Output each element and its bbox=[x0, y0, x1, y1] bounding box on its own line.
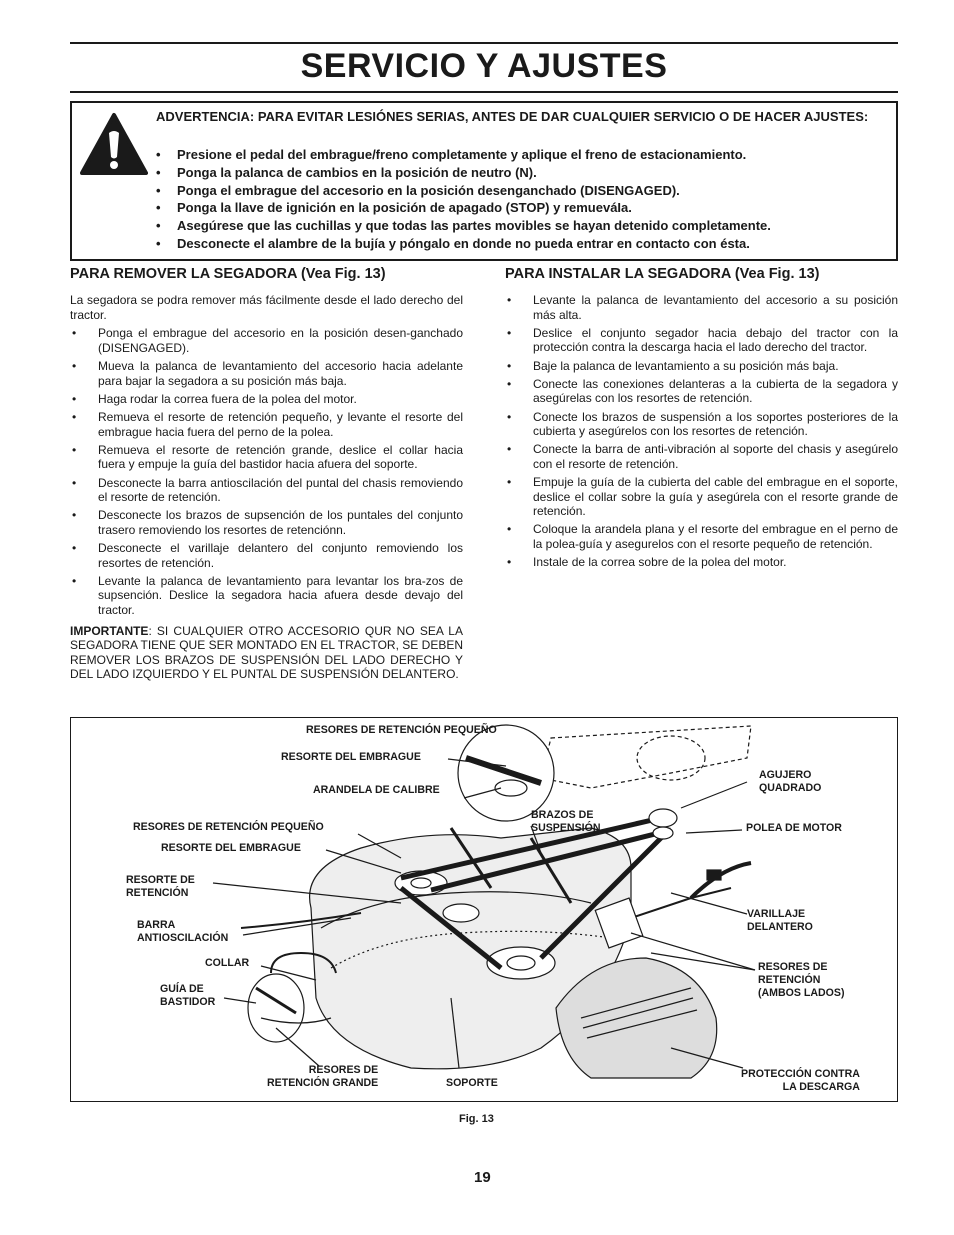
list-item: • Remueva el resorte de retención grande, deslice el collar hacia fuera y empuje la guía del bastidor hacia afuera del soporte. bbox=[70, 443, 463, 472]
warning-list bbox=[156, 146, 890, 253]
install-steps-list bbox=[505, 293, 898, 570]
label-polea-motor: POLEA DE MOTOR bbox=[746, 822, 842, 834]
important-text: : SI CUALQUIER OTRO ACCESORIO QUR NO SEA LA SEGADORA TIENE QUE SER MONTADO EN EL TRACTOR, SE DEBEN REMOVER LOS BRAZOS DE SUSPENSIÓN DEL LADO DERECHO Y DEL LADO IZQUIERDO Y EL PUNTAL DE SUSPENSIÓN DELANTERO. bbox=[70, 623, 463, 682]
label-arandela: ARANDELA DE CALIBRE bbox=[313, 784, 440, 796]
remove-mower-section bbox=[70, 265, 463, 686]
list-item: • Desconecte la barra antioscilación del puntal del chasis removiendo el resorte de retención. bbox=[70, 476, 463, 505]
warning-item: • Ponga el embrague del accesorio en la posición desenganchado (DISENGAGED). bbox=[156, 182, 890, 200]
list-item: • Levante la palanca de levantamiento del accesorio a su posición más alta. bbox=[505, 293, 898, 322]
label-guia: GUÍA DE BASTIDOR bbox=[160, 983, 216, 1008]
important-note bbox=[70, 624, 463, 682]
list-item: • Desconecte los brazos de supsención de los puntales del conjunto trasero removiendo los resortes de retenciónn. bbox=[70, 508, 463, 537]
list-item: • Desconecte el varillaje delantero del conjunto removiendo los resortes de retención. bbox=[70, 541, 463, 570]
warning-item: • Presione el pedal del embrague/freno completamente y aplique el freno de estacionamiento. bbox=[156, 146, 890, 164]
install-mower-section bbox=[505, 265, 898, 573]
important-label: IMPORTANTE bbox=[70, 623, 149, 638]
remove-steps-list bbox=[70, 326, 463, 617]
top-rule bbox=[70, 42, 898, 44]
figure-caption: Fig. 13 bbox=[459, 1113, 494, 1125]
label-resorte-embrague-mid: RESORTE DEL EMBRAGUE bbox=[161, 842, 301, 854]
list-item: • Ponga el embrague del accesorio en la posición desen-ganchado (DISENGAGED). bbox=[70, 326, 463, 355]
warning-box bbox=[70, 101, 898, 261]
warning-item: • Asegúrese que las cuchillas y que todas las partes movibles se hayan detenido completamente. bbox=[156, 217, 890, 235]
figure-13 bbox=[70, 717, 898, 1102]
list-item: • Empuje la guía de la cubierta del cable del embrague en el soporte, deslice el collar sobre la guía y asegúrela con el resorte grande de retención. bbox=[505, 475, 898, 519]
label-resorte-embrague-top: RESORTE DEL EMBRAGUE bbox=[281, 751, 421, 763]
list-item: • Haga rodar la correa fuera de la polea del motor. bbox=[70, 392, 463, 407]
warning-item: • Desconecte el alambre de la bujía y póngalo en donde no pueda entrar en contacto con ésta. bbox=[156, 235, 890, 253]
section-heading: PARA REMOVER LA SEGADORA (Vea Fig. 13) bbox=[70, 266, 386, 282]
list-item: • Conecte las conexiones delanteras a la cubierta de la segadora y asegúrelas con los resortes de retención. bbox=[505, 377, 898, 406]
list-item: • Mueva la palanca de levantamiento del accesorio hacia adelante para bajar la segadora a su posición más baja. bbox=[70, 359, 463, 388]
label-resores-pequeno-mid: RESORES DE RETENCIÓN PEQUEÑO bbox=[133, 821, 324, 833]
label-resorte-retencion: RESORTE DE RETENCIÓN bbox=[126, 874, 195, 899]
label-resores-ambos: RESORES DE RETENCIÓN (AMBOS LADOS) bbox=[758, 961, 845, 999]
list-item: • Conecte los brazos de suspensión a los soportes posteriores de la cubierta y asegúrelos con los resortes de retención. bbox=[505, 410, 898, 439]
list-item: • Baje la palanca de levantamiento a su posición más baja. bbox=[505, 359, 898, 374]
warning-triangle-icon bbox=[80, 111, 148, 179]
label-soporte: SOPORTE bbox=[446, 1077, 498, 1089]
title-rule bbox=[70, 91, 898, 93]
section-heading: PARA INSTALAR LA SEGADORA (Vea Fig. 13) bbox=[505, 266, 820, 282]
list-item: • Instale de la correa sobre de la polea del motor. bbox=[505, 555, 898, 570]
page-title: SERVICIO Y AJUSTES bbox=[300, 47, 668, 85]
label-resores-grande: RESORES DE RETENCIÓN GRANDE bbox=[267, 1064, 379, 1089]
list-item: • Levante la palanca de levantamiento para levantar los bra-zos de supsención. Deslice la segadora hacia afuera desde devajo del tractor. bbox=[70, 574, 463, 618]
warning-item: • Ponga la palanca de cambios en la posición de neutro (N). bbox=[156, 164, 890, 182]
page-number: 19 bbox=[474, 1169, 491, 1186]
label-varillaje: VARILLAJE DELANTERO bbox=[747, 908, 813, 933]
list-item: • Remueva el resorte de retención pequeño, y levante el resorte del embrague hacia fuera del perno de la polea. bbox=[70, 410, 463, 439]
intro-text: La segadora se podra remover más fácilmente desde el lado derecho del tractor. bbox=[70, 293, 463, 322]
label-agujero: AGUJERO QUADRADO bbox=[759, 769, 822, 794]
warning-item: • Ponga la llave de ignición en la posición de apagado (STOP) y remueváIa. bbox=[156, 199, 890, 217]
list-item: • Conecte la barra de anti-vibración al soporte del chasis y asegúrelo con el resorte de retención. bbox=[505, 442, 898, 471]
label-resores-pequeno-top: RESORES DE RETENCIÓN PEQUEÑO bbox=[306, 724, 497, 736]
label-proteccion: PROTECCIÓN CONTRA LA DESCARGA bbox=[741, 1068, 860, 1093]
label-collar: COLLAR bbox=[205, 957, 250, 969]
warning-heading: ADVERTENCIA: PARA EVITAR LESIÓNES SERIAS, ANTES DE DAR CUALQUIER SERVICIO O DE HACER AJUSTES: bbox=[156, 109, 869, 124]
list-item: • Deslice el conjunto segador hacia debajo del tractor con la protección contra la descarga hacia el lado derecho del tractor. bbox=[505, 326, 898, 355]
list-item: • Coloque la arandela plana y el resorte del embrague en el perno de la polea-guía y asegurelos con el resorte pequeño de retención. bbox=[505, 522, 898, 551]
label-barra: BARRA ANTIOSCILACIÓN bbox=[137, 919, 229, 944]
label-brazos: BRAZOS DE SUSPENSIÓN bbox=[531, 809, 601, 834]
